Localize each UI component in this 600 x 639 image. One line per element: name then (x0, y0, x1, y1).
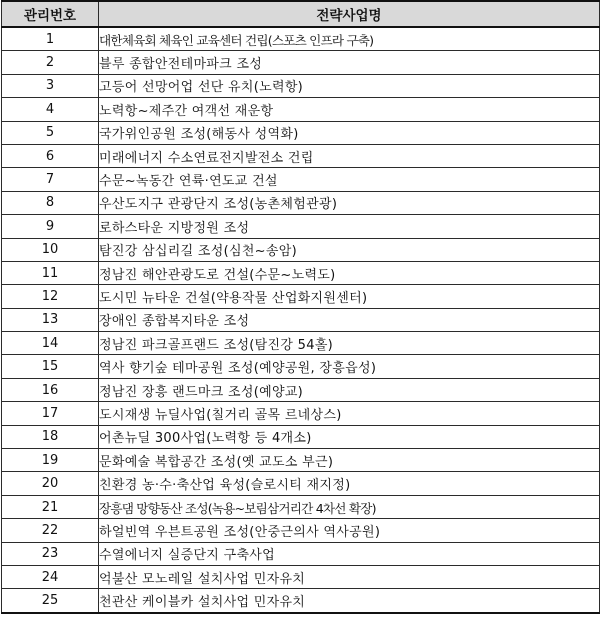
project-name-cell: 장흥댐 망향동산 조성(녹용~보림삼거리간 4차선 확장) (99, 495, 600, 518)
project-name-cell: 국가위인공원 조성(해동사 성역화) (99, 121, 600, 144)
strategic-projects-table (1, 0, 600, 614)
management-number-cell: 25 (2, 589, 99, 613)
header-project-name: 전략사업명 (99, 1, 600, 27)
project-name-cell: 역사 향기숲 테마공원 조성(예양공원, 장흥읍성) (99, 355, 600, 378)
project-name-cell: 친환경 농·수·축산업 육성(슬로시티 재지정) (99, 472, 600, 495)
project-name-cell: 수문~녹동간 연륙·연도교 건설 (99, 168, 600, 191)
table-row (2, 425, 600, 448)
table-body (2, 27, 600, 613)
project-name-cell: 장애인 종합복지타운 조성 (99, 308, 600, 331)
project-name-cell: 고등어 선망어업 선단 유치(노력항) (99, 74, 600, 97)
header-management-number: 관리번호 (2, 1, 99, 27)
management-number-cell: 11 (2, 261, 99, 284)
project-name-cell: 탐진강 삼십리길 조성(심천~송암) (99, 238, 600, 261)
project-name-cell: 문화예술 복합공간 조성(옛 교도소 부근) (99, 449, 600, 472)
management-number-cell: 17 (2, 402, 99, 425)
table-row (2, 355, 600, 378)
table-row (2, 238, 600, 261)
management-number-cell: 14 (2, 332, 99, 355)
project-name-cell: 미래에너지 수소연료전지발전소 건립 (99, 144, 600, 167)
management-number-cell: 6 (2, 144, 99, 167)
table-row (2, 449, 600, 472)
table-row (2, 51, 600, 74)
table-row (2, 191, 600, 214)
project-name-cell: 천관산 케이블카 설치사업 민자유치 (99, 589, 600, 613)
project-name-cell: 로하스타운 지방정원 조성 (99, 215, 600, 238)
project-name-cell: 어촌뉴딜 300사업(노력항 등 4개소) (99, 425, 600, 448)
management-number-cell: 1 (2, 27, 99, 51)
project-name-cell: 정남진 장흥 랜드마크 조성(예양교) (99, 378, 600, 401)
table-row (2, 332, 600, 355)
table-row (2, 402, 600, 425)
management-number-cell: 4 (2, 98, 99, 121)
management-number-cell: 7 (2, 168, 99, 191)
table-row (2, 519, 600, 542)
project-name-cell: 우산도지구 관광단지 조성(농촌체험관광) (99, 191, 600, 214)
management-number-cell: 13 (2, 308, 99, 331)
table-row (2, 168, 600, 191)
management-number-cell: 20 (2, 472, 99, 495)
table-row (2, 215, 600, 238)
table-row (2, 121, 600, 144)
management-number-cell: 21 (2, 495, 99, 518)
table-row (2, 27, 600, 51)
table-row (2, 589, 600, 613)
project-name-cell: 정남진 파크골프랜드 조성(탐진강 54홀) (99, 332, 600, 355)
table-row (2, 308, 600, 331)
management-number-cell: 12 (2, 285, 99, 308)
table-row (2, 472, 600, 495)
table-row (2, 144, 600, 167)
management-number-cell: 18 (2, 425, 99, 448)
project-name-cell: 억불산 모노레일 설치사업 민자유치 (99, 565, 600, 588)
table-row (2, 285, 600, 308)
management-number-cell: 5 (2, 121, 99, 144)
management-number-cell: 24 (2, 565, 99, 588)
management-number-cell: 19 (2, 449, 99, 472)
table-row (2, 378, 600, 401)
project-name-cell: 노력항~제주간 여객선 재운항 (99, 98, 600, 121)
management-number-cell: 8 (2, 191, 99, 214)
table-row (2, 565, 600, 588)
management-number-cell: 23 (2, 542, 99, 565)
management-number-cell: 9 (2, 215, 99, 238)
table-row (2, 98, 600, 121)
management-number-cell: 22 (2, 519, 99, 542)
management-number-cell: 2 (2, 51, 99, 74)
management-number-cell: 16 (2, 378, 99, 401)
project-name-cell: 대한체육회 체육인 교육센터 건립(스포츠 인프라 구축) (99, 27, 600, 51)
project-name-cell: 도시재생 뉴딜사업(칠거리 골목 르네상스) (99, 402, 600, 425)
project-name-cell: 정남진 해안관광도로 건설(수문~노력도) (99, 261, 600, 284)
table-row (2, 261, 600, 284)
table-row (2, 542, 600, 565)
project-name-cell: 블루 종합안전테마파크 조성 (99, 51, 600, 74)
project-name-cell: 하얼빈역 우븐트공원 조성(안중근의사 역사공원) (99, 519, 600, 542)
project-name-cell: 수열에너지 실증단지 구축사업 (99, 542, 600, 565)
project-name-cell: 도시민 뉴타운 건설(약용작물 산업화지원센터) (99, 285, 600, 308)
table-header-row (2, 1, 600, 27)
management-number-cell: 10 (2, 238, 99, 261)
management-number-cell: 15 (2, 355, 99, 378)
table-row (2, 74, 600, 97)
management-number-cell: 3 (2, 74, 99, 97)
table-row (2, 495, 600, 518)
